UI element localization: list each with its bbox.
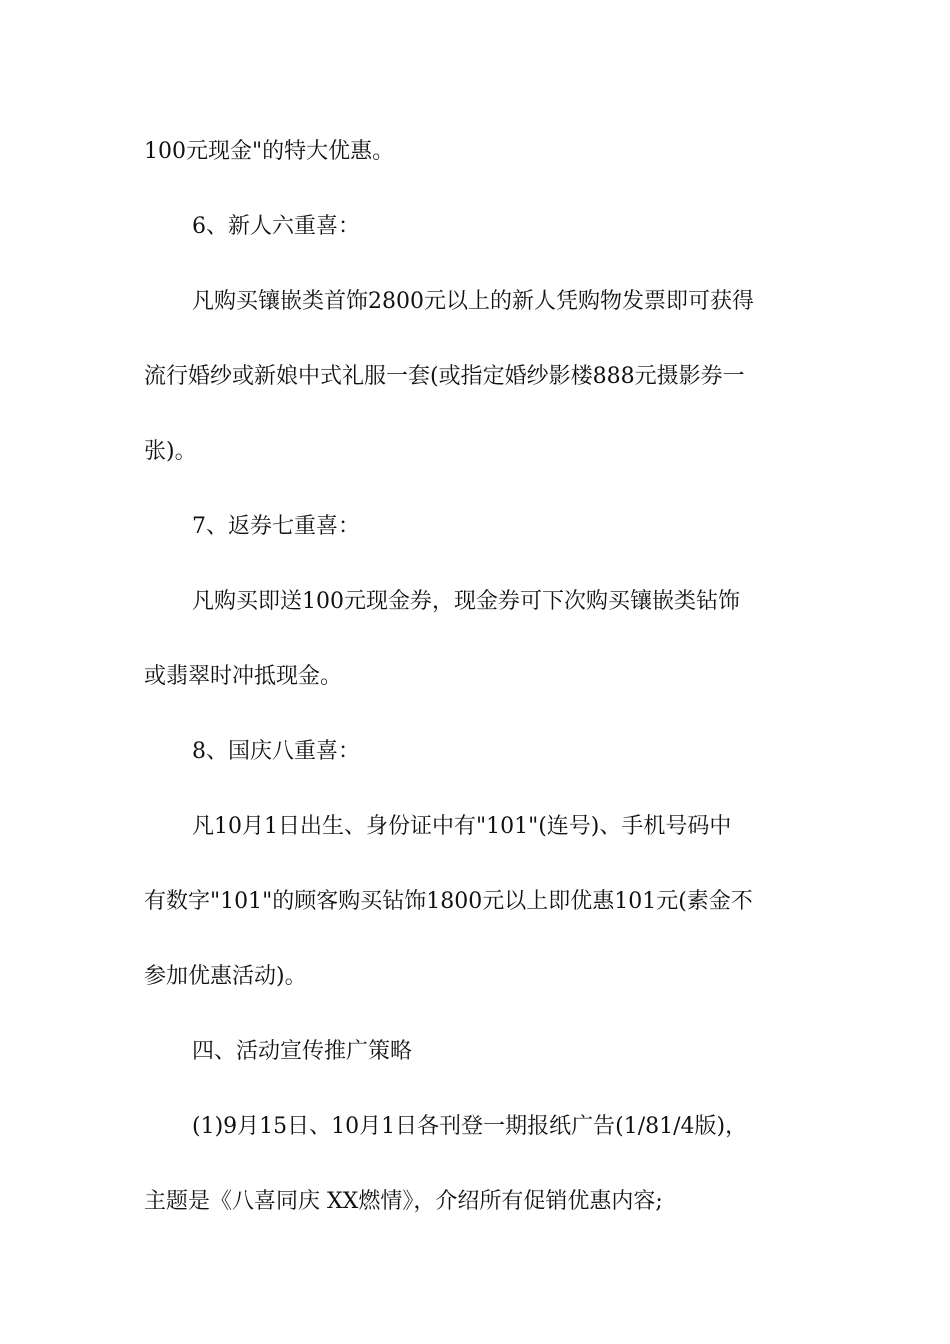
paragraph-line-15: 主题是《八喜同庆 XX燃情》，介绍所有促销优惠内容; [144,1189,663,1214]
section-heading-4: 四、活动宣传推广策略 [192,1039,413,1064]
section-heading-6: 6、新人六重喜： [192,214,360,239]
paragraph-line-10: 凡10月1日出生、身份证中有"101"(连号)、手机号码中 [192,814,732,839]
paragraph-line-8: 或翡翠时冲抵现金。 [144,664,343,689]
paragraph-line-7: 凡购买即送100元现金券，现金券可下次购买镶嵌类钻饰 [192,589,740,614]
paragraph-line-1: 100元现金"的特大优惠。 [144,139,395,164]
section-heading-8: 8、国庆八重喜： [192,739,360,764]
paragraph-line-12: 参加优惠活动)。 [144,964,307,989]
section-heading-7: 7、返券七重喜： [192,514,360,539]
paragraph-line-14: (1)9月15日、10月1日各刊登一期报纸广告(1/81/4版)， [192,1114,748,1139]
paragraph-line-5: 张)。 [144,439,197,464]
paragraph-line-4: 流行婚纱或新娘中式礼服一套(或指定婚纱影楼888元摄影券一 [144,364,745,389]
paragraph-line-3: 凡购买镶嵌类首饰2800元以上的新人凭购物发票即可获得 [192,289,754,314]
paragraph-line-11: 有数字"101"的顾客购买钻饰1800元以上即优惠101元(素金不 [144,889,753,914]
